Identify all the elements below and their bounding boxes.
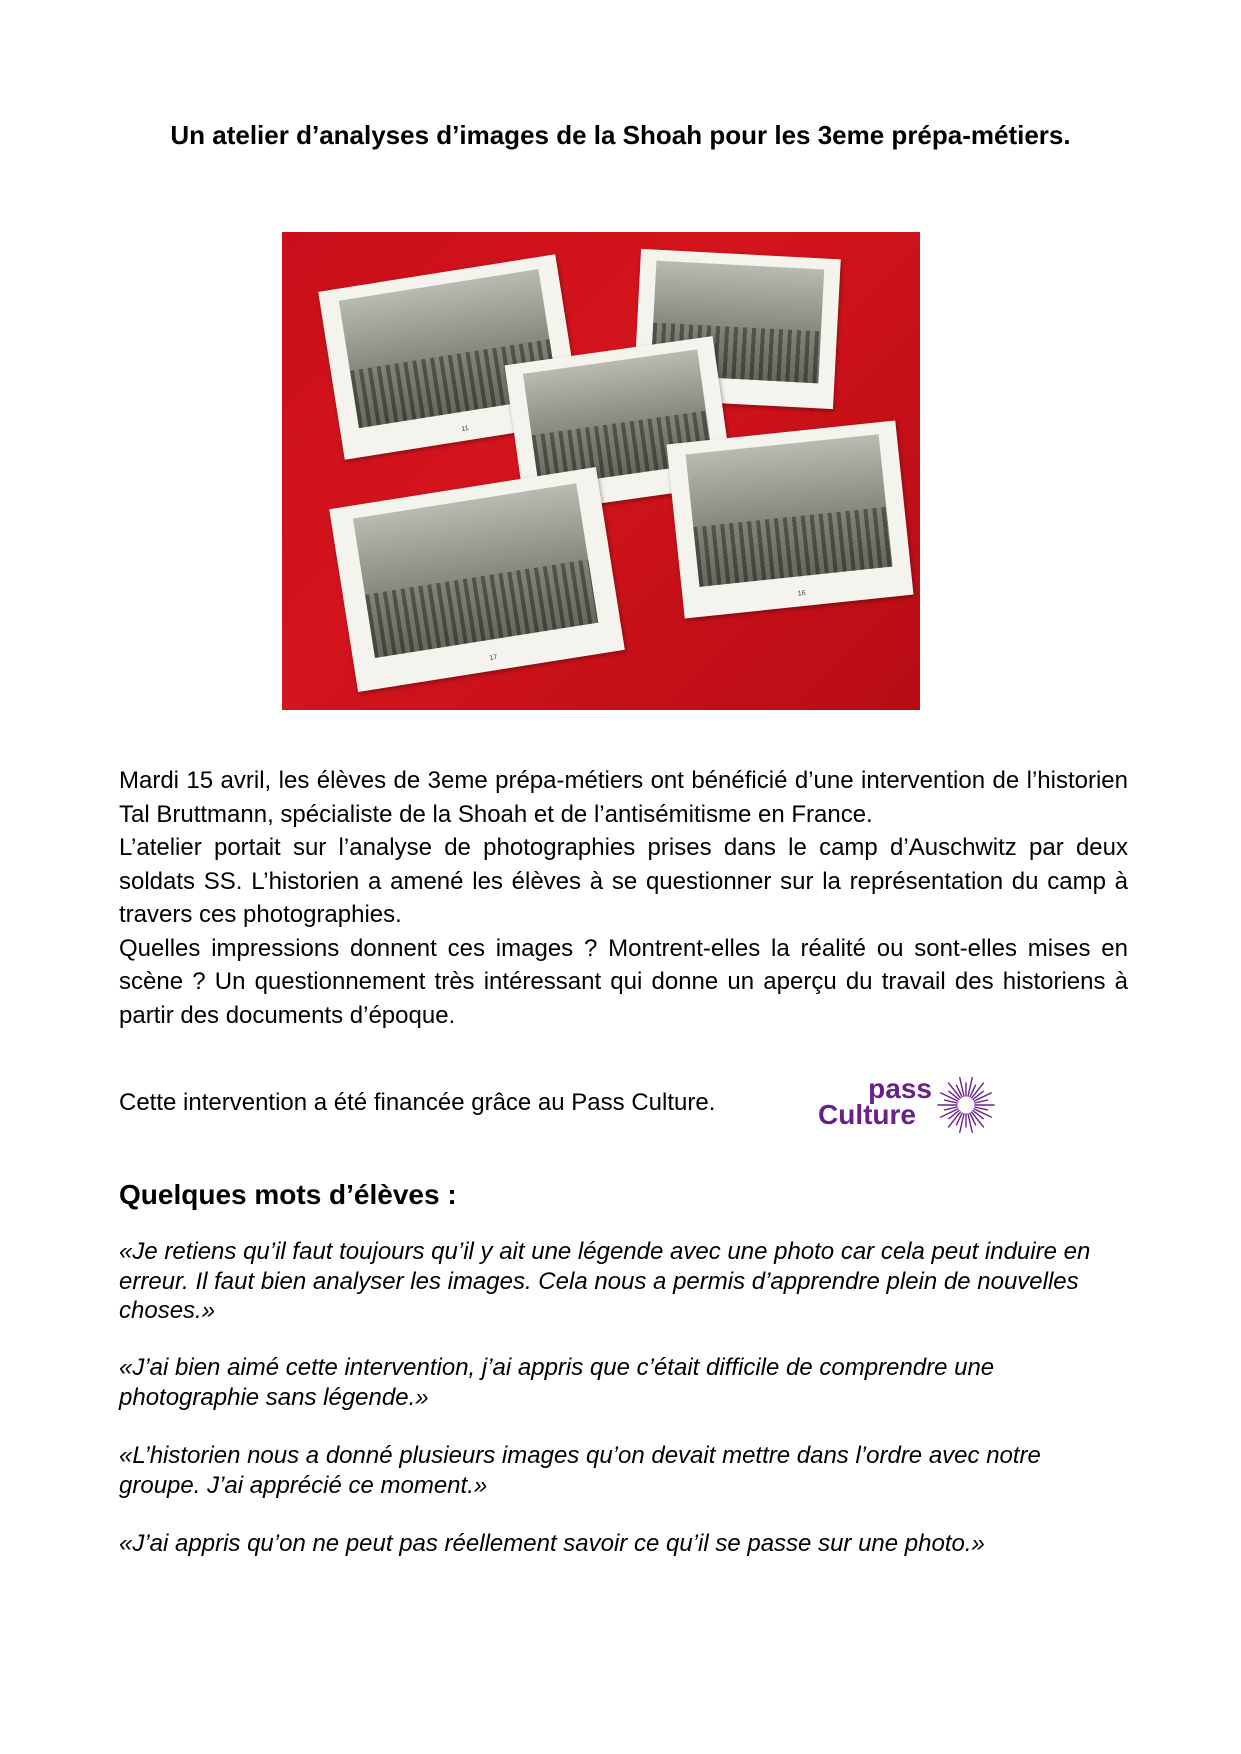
funding-note: Cette intervention a été financée grâce au Pass Culture.: [119, 1089, 716, 1116]
article-body: [119, 764, 1128, 1032]
page-title: Un atelier d’analyses d’images de la Shoah pour les 3eme prépa-métiers.: [170, 120, 1071, 150]
student-quote: «J’ai bien aimé cette intervention, j’ai appris que c’était difficile de comprendre une photographie sans légende.»: [119, 1354, 995, 1411]
body-paragraph: Quelles impressions donnent ces images ? Montrent-elles la réalité ou sont-elles mises en scène ? Un questionnement très intéressant qui donne un aperçu du travail des historiens à partir des documents d’époque.: [119, 934, 1128, 1029]
logo-word-pass: pass: [868, 1073, 932, 1104]
body-paragraph: L’atelier portait sur l’analyse de photographies prises dans le camp d’Auschwitz par deux soldats SS. L’historien a amené les élèves à se questionner sur la représentation du camp à travers ces photographies.: [119, 834, 1128, 928]
pass-culture-logo: [818, 1074, 998, 1138]
quotes-heading: Quelques mots d’élèves :: [119, 1179, 457, 1210]
workshop-photo: [282, 232, 920, 710]
body-paragraph: Mardi 15 avril, les élèves de 3eme prépa-métiers ont bénéficié d’une intervention de l’historien Tal Bruttmann, spécialiste de la Shoah et de l’antisémitisme en France.: [119, 767, 1128, 828]
sunburst-icon: [936, 1075, 996, 1135]
print-number: 17: [488, 653, 498, 662]
print-number: 16: [797, 590, 806, 598]
student-quote: «Je retiens qu’il faut toujours qu’il y ait une légende avec une photo car cela peut induire en erreur. Il faut bien analyser les images. Cela nous a permis d’apprendre plein de nouvelles choses.»: [119, 1238, 1091, 1324]
photo-print: [329, 467, 625, 692]
logo-word-culture: Culture: [818, 1099, 916, 1130]
photo-print: [666, 420, 913, 618]
print-number: 11: [460, 424, 470, 433]
student-quote: «L’historien nous a donné plusieurs images qu’on devait mettre dans l’ordre avec notre groupe. J’ai apprécié ce moment.»: [119, 1442, 1041, 1499]
student-quote: «J’ai appris qu’on ne peut pas réellement savoir ce qu’il se passe sur une photo.»: [119, 1530, 985, 1557]
